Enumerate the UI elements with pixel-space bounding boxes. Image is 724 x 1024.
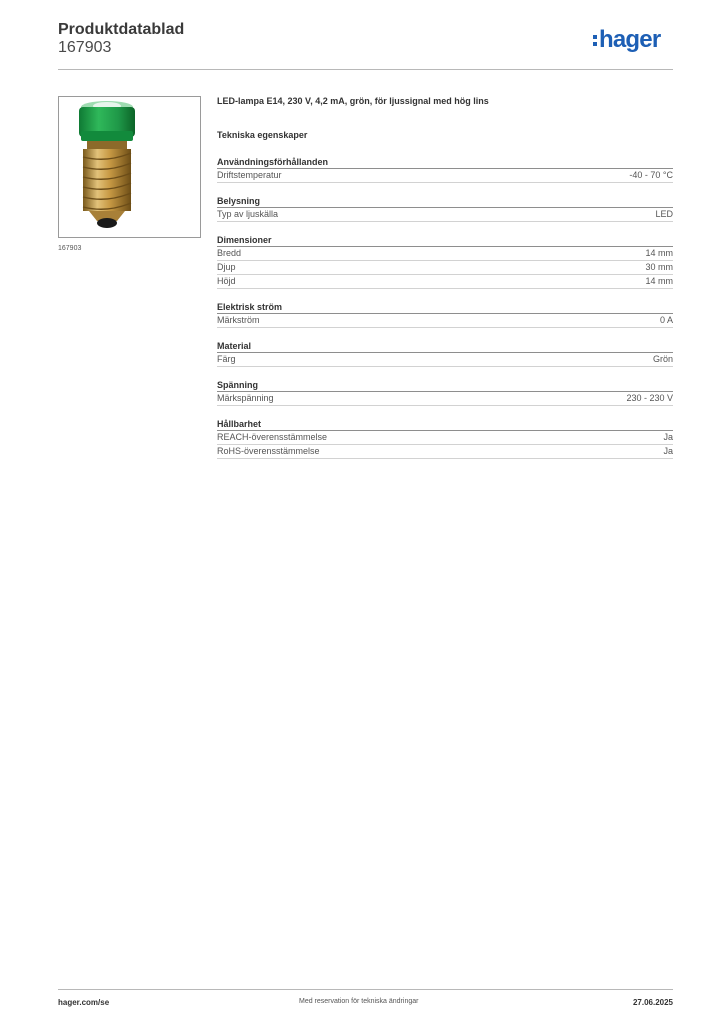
spec-group-title: Dimensioner [217, 234, 673, 247]
spec-row [217, 392, 673, 406]
spec-row [217, 353, 673, 367]
spec-row [217, 208, 673, 222]
logo-dots-icon [593, 35, 598, 49]
spec-group-title: Belysning [217, 195, 673, 208]
product-image [58, 96, 201, 238]
spec-group [217, 234, 673, 289]
spec-groups [217, 156, 673, 459]
spec-value: LED [655, 209, 673, 219]
spec-value: 230 - 230 V [626, 393, 673, 403]
spec-label: Färg [217, 354, 236, 364]
spec-group-title: Hållbarhet [217, 418, 673, 431]
led-lamp-illustration [59, 97, 200, 237]
product-title: LED-lampa E14, 230 V, 4,2 mA, grön, för ljussignal med hög lins [217, 96, 489, 106]
spec-row [217, 314, 673, 328]
spec-value: -40 - 70 °C [629, 170, 673, 180]
spec-value: Ja [663, 446, 673, 456]
spec-value: 30 mm [645, 262, 673, 272]
spec-label: RoHS-överensstämmelse [217, 446, 320, 456]
image-caption: 167903 [58, 245, 82, 252]
spec-group [217, 301, 673, 328]
spec-group [217, 156, 673, 183]
header-divider [58, 69, 673, 70]
spec-row [217, 445, 673, 459]
spec-row [217, 261, 673, 275]
hager-logo [591, 25, 675, 57]
spec-value: Ja [663, 432, 673, 442]
footer-website[interactable]: hager.com/se [58, 998, 110, 1007]
document-number: 167903 [58, 39, 112, 56]
spec-label: Djup [217, 262, 236, 272]
spec-label: Typ av ljuskälla [217, 209, 279, 219]
spec-group-title: Material [217, 340, 673, 353]
spec-group [217, 195, 673, 222]
specification-panel [217, 95, 673, 471]
spec-label: Driftstemperatur [217, 170, 282, 180]
footer-date: 27.06.2025 [632, 998, 673, 1007]
spec-label: REACH-överensstämmelse [217, 432, 328, 442]
spec-row [217, 275, 673, 289]
spec-label: Märkström [217, 315, 260, 325]
page-title: Produktdatablad [58, 21, 185, 38]
spec-label: Bredd [217, 248, 242, 258]
spec-group [217, 340, 673, 367]
spec-row [217, 431, 673, 445]
footer-note: Med reservation för tekniska ändringar [299, 998, 419, 1005]
spec-group-title: Elektrisk ström [217, 301, 673, 314]
section-heading: Tekniska egenskaper [217, 130, 308, 140]
spec-label: Märkspänning [217, 393, 274, 403]
spec-row [217, 247, 673, 261]
footer-divider [58, 989, 673, 990]
logo-wordmark: hager [599, 26, 661, 53]
spec-value: Grön [652, 354, 673, 364]
spec-group [217, 418, 673, 459]
spec-group-title: Användningsförhållanden [217, 156, 673, 169]
spec-value: 14 mm [645, 248, 673, 258]
spec-group-title: Spänning [217, 379, 673, 392]
spec-row [217, 169, 673, 183]
spec-label: Höjd [217, 276, 236, 286]
spec-group [217, 379, 673, 406]
spec-value: 14 mm [645, 276, 673, 286]
spec-value: 0 A [659, 315, 673, 325]
